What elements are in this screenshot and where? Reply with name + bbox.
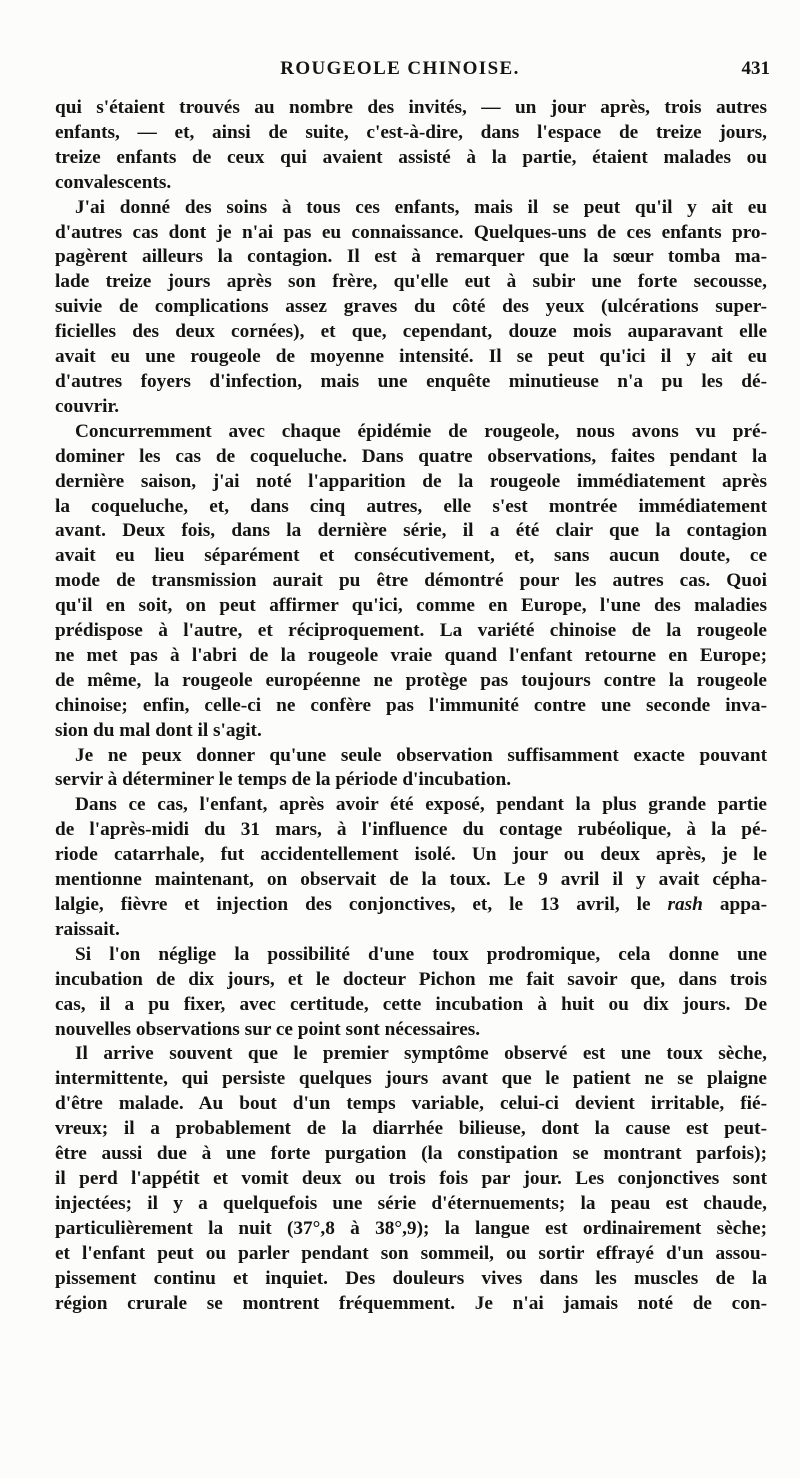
- page-header: [0, 58, 800, 88]
- page-number: 431: [741, 58, 770, 79]
- text-line: particulièrement la nuit (37°,8 à 38°,9); la langue est ordinairement sèche;: [55, 1217, 767, 1239]
- text-line: cas, il a pu fixer, avec certitude, cette incubation à huit ou dix jours. De: [55, 993, 767, 1015]
- text-line: lalgie, fièvre et injection des conjonctives, et, le 13 avril, le rash appa-: [55, 894, 767, 915]
- body-text: [55, 96, 767, 1316]
- text-line: lade treize jours après son frère, qu'elle eut à subir une forte secousse,: [55, 271, 767, 293]
- text-line: région crurale se montrent fréquemment. Je n'ai jamais noté de con-: [55, 1292, 767, 1314]
- text-line: incubation de dix jours, et le docteur Pichon me fait savoir que, dans trois: [55, 968, 767, 990]
- text-line: d'autres cas dont je n'ai pas eu connaissance. Quelques-uns de ces enfants pro-: [55, 221, 767, 243]
- text-line: avait eu lieu séparément et consécutivement, et, sans aucun doute, ce: [55, 545, 767, 567]
- text-line: avant. Deux fois, dans la dernière série, il a été clair que la contagion: [55, 520, 767, 542]
- text-line: Il arrive souvent que le premier symptôme observé est une toux sèche,: [75, 1043, 767, 1065]
- text-line: nouvelles observations sur ce point sont nécessaires.: [55, 1018, 481, 1040]
- text-line: qui s'étaient trouvés au nombre des invités, — un jour après, trois autres: [55, 97, 767, 118]
- text-line: vreux; il a probablement de la diarrhée bilieuse, dont la cause est peut-: [55, 1118, 767, 1140]
- text-line: mode de transmission aurait pu être démontré pour les autres cas. Quoi: [55, 570, 767, 592]
- text-line: injectées; il y a quelquefois une série d'éternuements; la peau est chaude,: [55, 1192, 767, 1214]
- text-line: Je ne peux donner qu'une seule observation suffisamment exacte pouvant: [75, 744, 767, 766]
- paragraph: [55, 420, 767, 744]
- text-line: il perd l'appétit et vomit deux ou trois fois par jour. Les conjonctives sont: [55, 1167, 767, 1189]
- text-line: qu'il en soit, on peut affirmer qu'ici, comme en Europe, l'une des maladies: [55, 595, 767, 617]
- text-line: ficielles des deux cornées), et que, cependant, douze mois auparavant elle: [55, 321, 767, 343]
- paragraph: [55, 1042, 767, 1316]
- paragraph: [55, 96, 767, 196]
- text-line: convalescents.: [55, 171, 172, 193]
- text-line: pissement continu et inquiet. Des douleurs vives dans les muscles de la: [55, 1267, 767, 1289]
- text-line: intermittente, qui persiste quelques jours avant que le patient ne se plaigne: [55, 1068, 767, 1090]
- text-line: sion du mal dont il s'agit.: [55, 719, 262, 741]
- text-line: ne met pas à l'abri de la rougeole vraie quand l'enfant retourne en Europe;: [55, 644, 767, 666]
- text-line: et l'enfant peut ou parler pendant son sommeil, ou sortir effrayé d'un assou-: [55, 1242, 767, 1264]
- text-line: pagèrent ailleurs la contagion. Il est à remarquer que la sœur tomba ma-: [55, 246, 767, 268]
- text-line: servir à déterminer le temps de la période d'incubation.: [55, 769, 512, 791]
- paragraph: [55, 196, 767, 420]
- text-line: raissait.: [55, 918, 120, 940]
- text-line: enfants, — et, ainsi de suite, c'est-à-dire, dans l'espace de treize jours,: [55, 121, 767, 143]
- paragraph: [55, 943, 767, 1043]
- text-line: couvrir.: [55, 395, 120, 417]
- text-line: J'ai donné des soins à tous ces enfants, mais il se peut qu'il y ait eu: [75, 196, 767, 218]
- paragraph: [55, 793, 767, 942]
- text-line: mentionne maintenant, on observait de la toux. Le 9 avril il y avait cépha-: [55, 869, 767, 891]
- text-line: d'autres foyers d'infection, mais une enquête minutieuse n'a pu les dé-: [55, 370, 767, 392]
- text-line: chinoise; enfin, celle-ci ne confère pas l'immunité contre une seconde inva-: [55, 694, 767, 716]
- text-line: riode catarrhale, fut accidentellement isolé. Un jour ou deux après, je le: [55, 844, 767, 866]
- text-line: suivie de complications assez graves du côté des yeux (ulcérations super-: [55, 296, 767, 318]
- text-line: treize enfants de ceux qui avaient assisté à la partie, étaient malades ou: [55, 146, 767, 168]
- text-line: avait eu une rougeole de moyenne intensité. Il se peut qu'ici il y ait eu: [55, 346, 767, 368]
- text-line: de même, la rougeole européenne ne protège pas toujours contre la rougeole: [55, 669, 767, 691]
- text-line: prédispose à l'autre, et réciproquement. La variété chinoise de la rougeole: [55, 620, 767, 642]
- text-line: Concurremment avec chaque épidémie de rougeole, nous avons vu pré-: [75, 420, 767, 442]
- text-line: de l'après-midi du 31 mars, à l'influence du contage rubéolique, à la pé-: [55, 819, 767, 841]
- running-title: ROUGEOLE CHINOISE.: [280, 58, 520, 79]
- paragraph: [55, 744, 767, 794]
- text-line: être aussi due à une forte purgation (la constipation se montrant parfois);: [55, 1143, 767, 1165]
- text-line: dernière saison, j'ai noté l'apparition de la rougeole immédiatement après: [55, 470, 767, 492]
- text-line: Si l'on néglige la possibilité d'une toux prodromique, cela donne une: [75, 943, 767, 965]
- text-line: dominer les cas de coqueluche. Dans quatre observations, faites pendant la: [55, 445, 767, 467]
- text-line: la coqueluche, et, dans cinq autres, elle s'est montrée immédiatement: [55, 495, 767, 517]
- text-line: Dans ce cas, l'enfant, après avoir été exposé, pendant la plus grande partie: [75, 794, 767, 816]
- text-line: d'être malade. Au bout d'un temps variable, celui-ci devient irritable, fié-: [55, 1093, 767, 1115]
